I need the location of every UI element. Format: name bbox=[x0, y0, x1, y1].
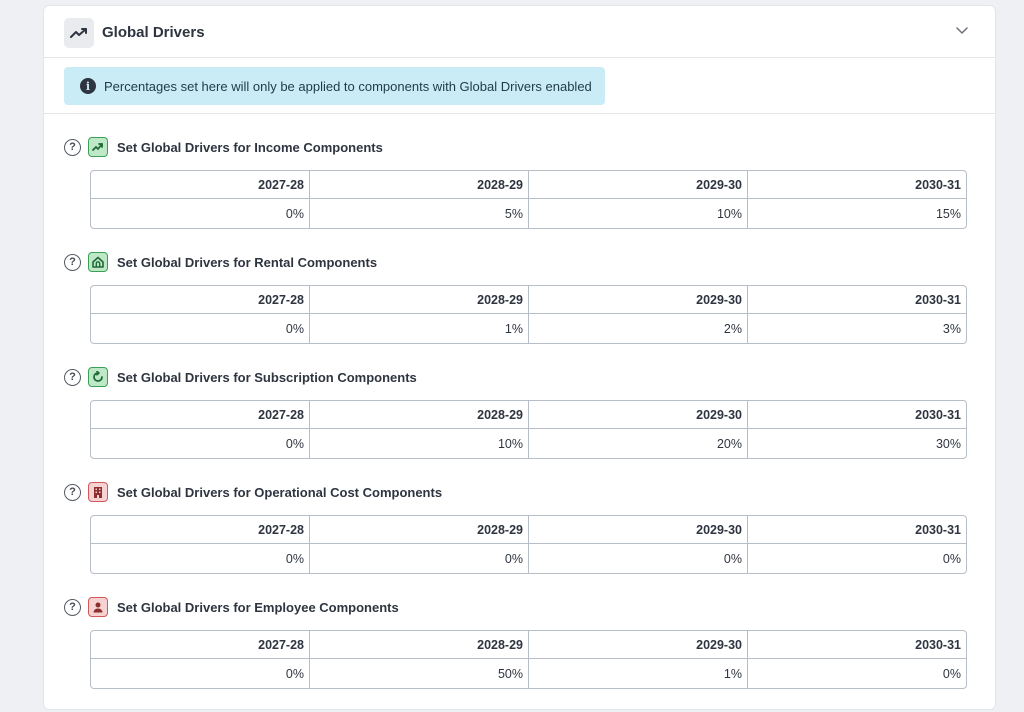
percent-input[interactable]: 20% bbox=[529, 429, 748, 458]
section-title: Set Global Drivers for Rental Components bbox=[117, 254, 378, 270]
year-header: 2027-28 bbox=[91, 171, 310, 199]
refresh-icon bbox=[88, 367, 108, 387]
info-text: Percentages set here will only be applied to components with Global Drivers enabled bbox=[104, 78, 592, 94]
percent-input[interactable]: 0% bbox=[91, 544, 310, 573]
employee-section bbox=[44, 596, 995, 704]
income-section bbox=[44, 136, 995, 244]
section-title: Set Global Drivers for Employee Components bbox=[117, 599, 399, 615]
operational-cost-section bbox=[44, 481, 995, 589]
info-banner bbox=[64, 67, 605, 105]
year-header: 2028-29 bbox=[310, 516, 529, 544]
year-header: 2030-31 bbox=[748, 171, 966, 199]
rental-section bbox=[44, 251, 995, 359]
year-header: 2028-29 bbox=[310, 286, 529, 314]
year-header: 2027-28 bbox=[91, 401, 310, 429]
trending-up-icon bbox=[64, 18, 94, 48]
help-icon[interactable]: ? bbox=[64, 139, 81, 156]
percent-input[interactable]: 5% bbox=[310, 199, 529, 228]
percent-input[interactable]: 30% bbox=[935, 436, 961, 451]
year-header: 2029-30 bbox=[529, 286, 748, 314]
percent-input[interactable]: 0% bbox=[942, 666, 961, 681]
percent-input[interactable]: 0% bbox=[310, 544, 529, 573]
drivers-table bbox=[90, 285, 967, 344]
percent-input[interactable]: 1% bbox=[529, 659, 748, 688]
year-header: 2028-29 bbox=[310, 171, 529, 199]
year-header: 2029-30 bbox=[529, 516, 748, 544]
year-header: 2030-31 bbox=[748, 286, 966, 314]
percent-input[interactable]: 0% bbox=[91, 314, 310, 343]
home-icon bbox=[88, 252, 108, 272]
drivers-table bbox=[90, 170, 967, 229]
percent-input[interactable]: 0% bbox=[91, 659, 310, 688]
percent-input[interactable]: 0% bbox=[942, 551, 961, 566]
year-header: 2029-30 bbox=[529, 401, 748, 429]
percent-input[interactable]: 3% bbox=[942, 321, 961, 336]
percent-input[interactable]: 2% bbox=[529, 314, 748, 343]
section-title: Set Global Drivers for Operational Cost Components bbox=[117, 484, 443, 500]
building-icon bbox=[88, 482, 108, 502]
year-header: 2030-31 bbox=[748, 401, 966, 429]
person-icon bbox=[88, 597, 108, 617]
percent-input[interactable]: 10% bbox=[529, 199, 748, 228]
panel-title: Global Drivers bbox=[102, 24, 205, 41]
help-icon[interactable]: ? bbox=[64, 484, 81, 501]
drivers-table bbox=[90, 515, 967, 574]
percent-input[interactable]: 10% bbox=[310, 429, 529, 458]
help-icon[interactable]: ? bbox=[64, 369, 81, 386]
percent-input[interactable]: 1% bbox=[310, 314, 529, 343]
year-header: 2028-29 bbox=[310, 401, 529, 429]
percent-input[interactable]: 50% bbox=[310, 659, 529, 688]
drivers-table bbox=[90, 400, 967, 459]
year-header: 2029-30 bbox=[529, 631, 748, 659]
percent-input[interactable]: 0% bbox=[91, 199, 310, 228]
year-header: 2027-28 bbox=[91, 286, 310, 314]
year-header: 2029-30 bbox=[529, 171, 748, 199]
year-header: 2030-31 bbox=[748, 516, 966, 544]
income-trend-icon bbox=[88, 137, 108, 157]
info-zone bbox=[44, 58, 995, 114]
percent-input[interactable]: 15% bbox=[935, 206, 961, 221]
global-drivers-panel bbox=[43, 5, 996, 710]
year-header: 2027-28 bbox=[91, 631, 310, 659]
year-header: 2030-31 bbox=[748, 631, 966, 659]
help-icon[interactable]: ? bbox=[64, 599, 81, 616]
drivers-table bbox=[90, 630, 967, 689]
chevron-down-icon[interactable] bbox=[955, 24, 969, 38]
year-header: 2027-28 bbox=[91, 516, 310, 544]
percent-input[interactable]: 0% bbox=[529, 544, 748, 573]
help-icon[interactable]: ? bbox=[64, 254, 81, 271]
section-title: Set Global Drivers for Subscription Components bbox=[117, 369, 417, 385]
section-title: Set Global Drivers for Income Components bbox=[117, 139, 383, 155]
year-header: 2028-29 bbox=[310, 631, 529, 659]
percent-input[interactable]: 0% bbox=[91, 429, 310, 458]
subscription-section bbox=[44, 366, 995, 474]
info-icon: i bbox=[80, 78, 96, 94]
panel-header[interactable] bbox=[44, 6, 995, 58]
